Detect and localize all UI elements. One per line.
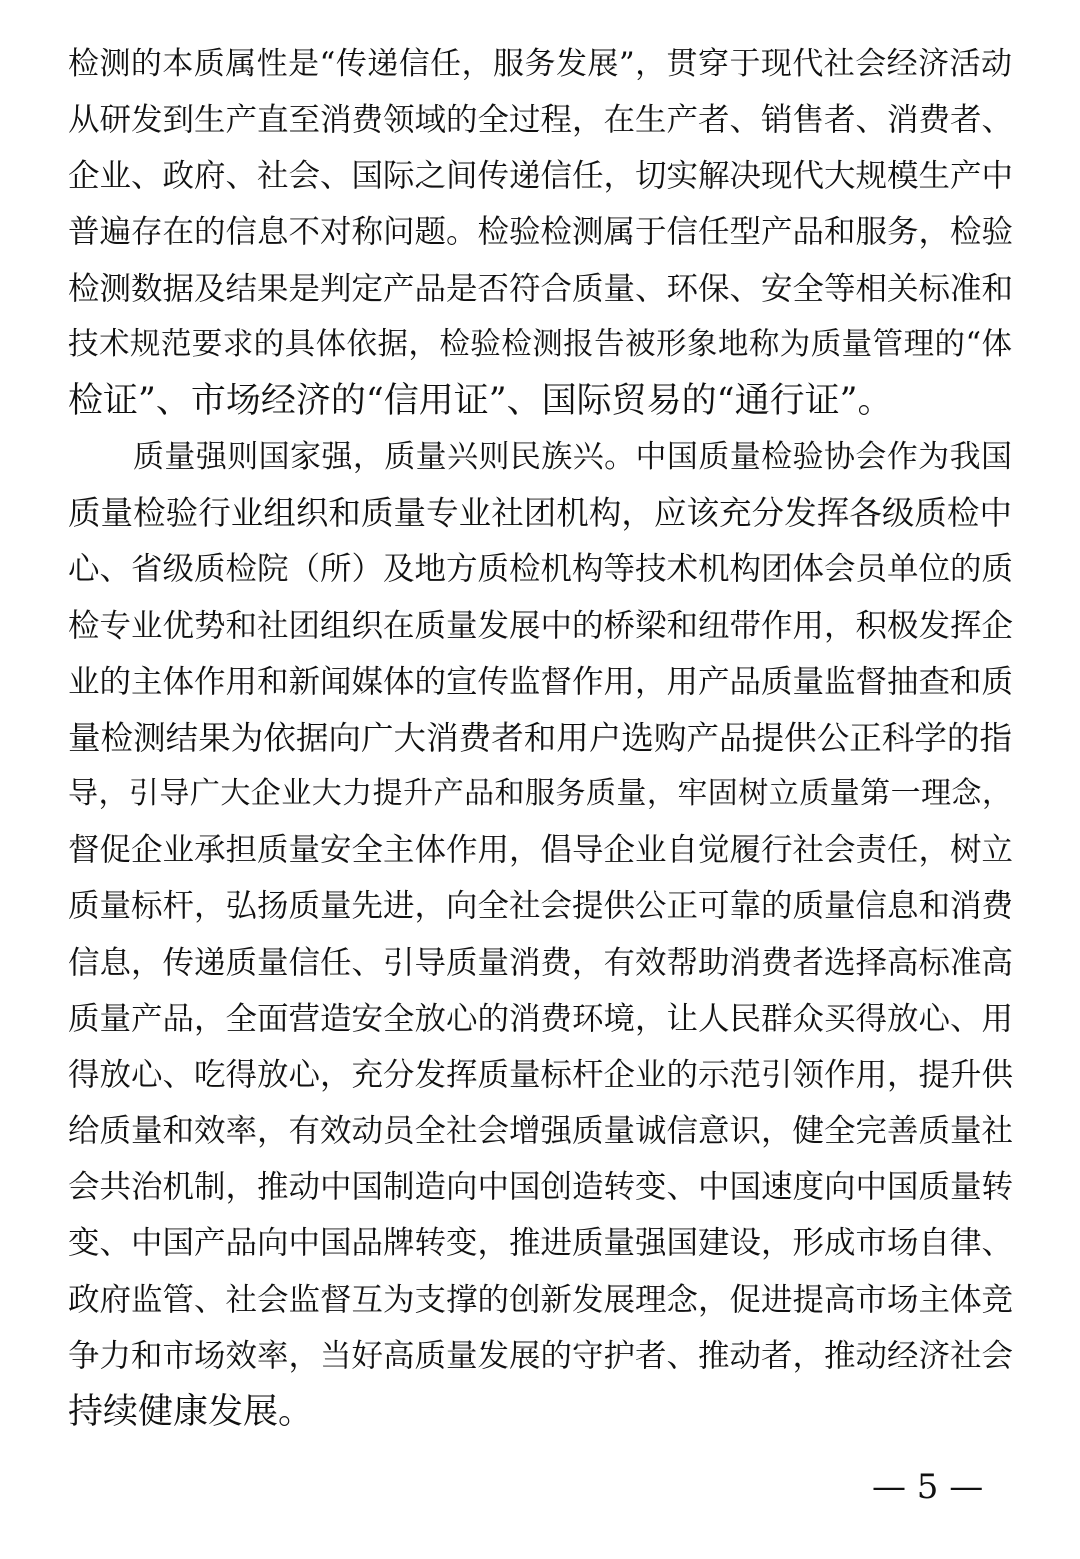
paragraph-line: 质量检验行业组织和质量专业社团机构，应该充分发挥各级质检中 [68, 494, 1012, 532]
paragraph-line: 督促企业承担质量安全主体作用，倡导企业自觉履行社会责任，树立 [68, 832, 1014, 868]
paragraph-line: 业的主体作用和新闻媒体的宣传监督作用，用产品质量监督抽查和质 [68, 664, 1014, 700]
paragraph-line: 检专业优势和社团组织在质量发展中的桥梁和纽带作用，积极发挥企 [68, 608, 1014, 644]
paragraph-line: 持续健康发展。 [68, 1392, 314, 1432]
paragraph-line: 导，引导广大企业大力提升产品和服务质量，牢固树立质量第一理念， [68, 776, 1012, 811]
paragraph-line: 变、中国产品向中国品牌转变，推进质量强国建设，形成市场自律、 [68, 1225, 1014, 1261]
page-number: — 5 — [872, 1467, 984, 1507]
paragraph-line: 心、省级质检院（所）及地方质检机构等技术机构团体会员单位的质 [68, 551, 1014, 587]
paragraph-line: 量检测结果为依据向广大消费者和用户选购产品提供公正科学的指 [68, 719, 1012, 757]
paragraph-line: 给质量和效率，有效动员全社会增强质量诚信意识，健全完善质量社 [68, 1113, 1014, 1149]
paragraph-line: 技术规范要求的具体依据，检验检测报告被形象地称为质量管理的“体 [68, 327, 1012, 362]
paragraph-line: 质量标杆，弘扬质量先进，向全社会提供公正可靠的质量信息和消费 [68, 888, 1014, 924]
paragraph-line: 从研发到生产直至消费领域的全过程，在生产者、销售者、消费者、 [68, 102, 1014, 138]
paragraph-line: 会共治机制，推动中国制造向中国创造转变、中国速度向中国质量转 [68, 1169, 1014, 1205]
paragraph-line: 检测数据及结果是判定产品是否符合质量、环保、安全等相关标准和 [68, 271, 1014, 307]
paragraph-line: 普遍存在的信息不对称问题。检验检测属于信任型产品和服务，检验 [68, 214, 1014, 250]
paragraph-line: 信息，传递质量信任、引导质量消费，有效帮助消费者选择高标准高 [68, 945, 1014, 981]
paragraph-line: 得放心、吃得放心，充分发挥质量标杆企业的示范引领作用，提升供 [68, 1057, 1014, 1093]
paragraph-line: 质量强则国家强，质量兴则民族兴。中国质量检验协会作为我国 [133, 439, 1012, 475]
paragraph-line: 争力和市场效率，当好高质量发展的守护者、推动者，推动经济社会 [68, 1338, 1014, 1374]
paragraph-line: 企业、政府、社会、国际之间传递信任，切实解决现代大规模生产中 [68, 158, 1014, 194]
paragraph-line: 检证”、市场经济的“信用证”、国际贸易的“通行证”。 [68, 381, 893, 421]
paragraph-line: 质量产品，全面营造安全放心的消费环境，让人民群众买得放心、用 [68, 1001, 1014, 1037]
paragraph-line: 政府监管、社会监督互为支撑的创新发展理念，促进提高市场主体竞 [68, 1282, 1014, 1318]
paragraph-line: 检测的本质属性是“传递信任，服务发展”，贯穿于现代社会经济活动 [68, 46, 1012, 82]
